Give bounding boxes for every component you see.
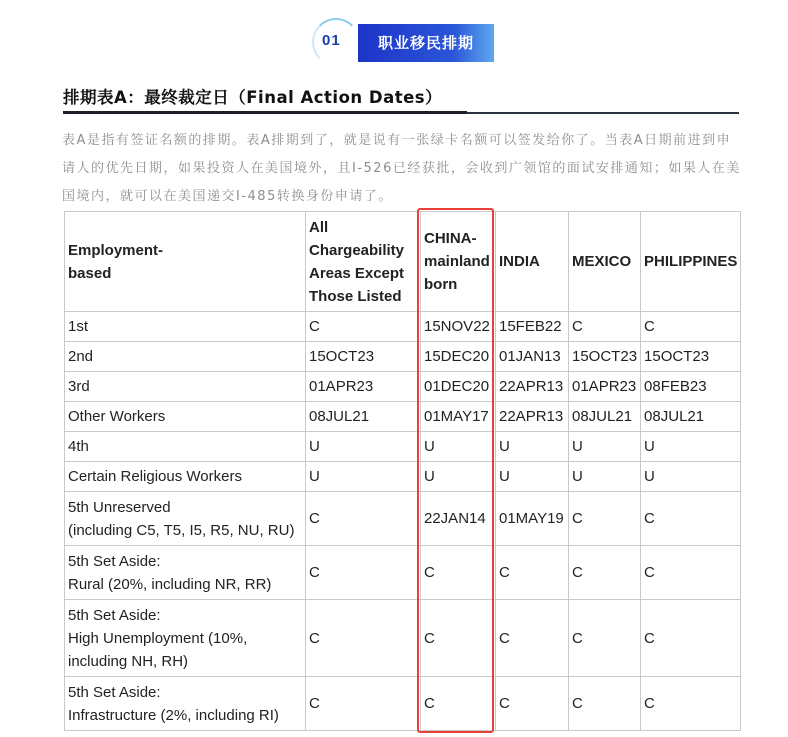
page-heading: 排期表A：最终裁定日（Final Action Dates） xyxy=(63,88,443,107)
header-china: CHINA- mainland born xyxy=(421,212,496,312)
table-row xyxy=(65,402,741,432)
section-number-ring xyxy=(312,18,360,66)
section-title: 职业移民排期 xyxy=(358,24,494,62)
cell-india: 22APR13 xyxy=(496,372,569,402)
cell-category: Certain Religious Workers xyxy=(65,462,306,492)
cell-mexico: 01APR23 xyxy=(569,372,641,402)
cell-mexico: U xyxy=(569,462,641,492)
cell-china: C xyxy=(421,600,496,677)
table-header-row xyxy=(65,212,741,312)
cell-india: C xyxy=(496,600,569,677)
cell-category: 4th xyxy=(65,432,306,462)
cell-category: Other Workers xyxy=(65,402,306,432)
cell-philippines: U xyxy=(641,432,741,462)
heading-divider-accent xyxy=(63,111,467,114)
description-paragraph: 表A是指有签证名额的排期。表A排期到了，就是说有一张绿卡名额可以签发给你了。当表A日期前进到申请人的优先日期，如果投资人在美国境外，且I-526已经获批，会收到广领馆的面试安排通知；如果人在美国境内，就可以在美国递交I-485转换身份申请了。 xyxy=(62,133,741,204)
cell-india: 22APR13 xyxy=(496,402,569,432)
cell-category: 3rd xyxy=(65,372,306,402)
cell-category: 5th Set Aside: Infrastructure (2%, including RI) xyxy=(65,677,306,731)
cell-india: C xyxy=(496,677,569,731)
cell-india: 01JAN13 xyxy=(496,342,569,372)
cell-mexico: C xyxy=(569,677,641,731)
table-row xyxy=(65,342,741,372)
visa-bulletin-table xyxy=(64,211,741,731)
cell-all-chargeability: C xyxy=(306,492,421,546)
cell-china: U xyxy=(421,462,496,492)
cell-category: 2nd xyxy=(65,342,306,372)
cell-philippines: C xyxy=(641,677,741,731)
table-row xyxy=(65,432,741,462)
cell-china: 01DEC20 xyxy=(421,372,496,402)
section-number: 01 xyxy=(322,32,341,49)
cell-china: 22JAN14 xyxy=(421,492,496,546)
cell-category: 5th Set Aside: Rural (20%, including NR, RR) xyxy=(65,546,306,600)
cell-philippines: U xyxy=(641,462,741,492)
cell-philippines: C xyxy=(641,600,741,677)
header-employment-based: Employment- based xyxy=(65,212,306,312)
table-row xyxy=(65,372,741,402)
table-row xyxy=(65,492,741,546)
header-all-chargeability: All Chargeability Areas Except Those Listed xyxy=(306,212,421,312)
cell-india: U xyxy=(496,432,569,462)
table-row xyxy=(65,312,741,342)
cell-china: 15NOV22 xyxy=(421,312,496,342)
cell-all-chargeability: U xyxy=(306,432,421,462)
header-mexico: MEXICO xyxy=(569,212,641,312)
header-india: INDIA xyxy=(496,212,569,312)
cell-philippines: 15OCT23 xyxy=(641,342,741,372)
cell-category: 1st xyxy=(65,312,306,342)
cell-china: C xyxy=(421,677,496,731)
cell-india: U xyxy=(496,462,569,492)
cell-mexico: C xyxy=(569,546,641,600)
cell-all-chargeability: C xyxy=(306,600,421,677)
table-row xyxy=(65,462,741,492)
cell-philippines: 08JUL21 xyxy=(641,402,741,432)
cell-china: U xyxy=(421,432,496,462)
cell-mexico: C xyxy=(569,600,641,677)
cell-philippines: 08FEB23 xyxy=(641,372,741,402)
cell-china: C xyxy=(421,546,496,600)
cell-all-chargeability: 01APR23 xyxy=(306,372,421,402)
cell-all-chargeability: C xyxy=(306,677,421,731)
cell-mexico: 08JUL21 xyxy=(569,402,641,432)
cell-philippines: C xyxy=(641,492,741,546)
cell-all-chargeability: 08JUL21 xyxy=(306,402,421,432)
cell-china: 15DEC20 xyxy=(421,342,496,372)
cell-mexico: C xyxy=(569,492,641,546)
cell-china: 01MAY17 xyxy=(421,402,496,432)
cell-all-chargeability: 15OCT23 xyxy=(306,342,421,372)
cell-mexico: 15OCT23 xyxy=(569,342,641,372)
table-row xyxy=(65,677,741,731)
table-row xyxy=(65,546,741,600)
cell-mexico: U xyxy=(569,432,641,462)
cell-philippines: C xyxy=(641,546,741,600)
cell-all-chargeability: C xyxy=(306,546,421,600)
cell-india: C xyxy=(496,546,569,600)
header-philippines: PHILIPPINES xyxy=(641,212,741,312)
cell-india: 01MAY19 xyxy=(496,492,569,546)
cell-india: 15FEB22 xyxy=(496,312,569,342)
table-row xyxy=(65,600,741,677)
cell-all-chargeability: U xyxy=(306,462,421,492)
section-badge xyxy=(312,18,494,66)
cell-category: 5th Unreserved (including C5, T5, I5, R5, NU, RU) xyxy=(65,492,306,546)
cell-all-chargeability: C xyxy=(306,312,421,342)
cell-mexico: C xyxy=(569,312,641,342)
cell-category: 5th Set Aside: High Unemployment (10%, including NH, RH) xyxy=(65,600,306,677)
cell-philippines: C xyxy=(641,312,741,342)
